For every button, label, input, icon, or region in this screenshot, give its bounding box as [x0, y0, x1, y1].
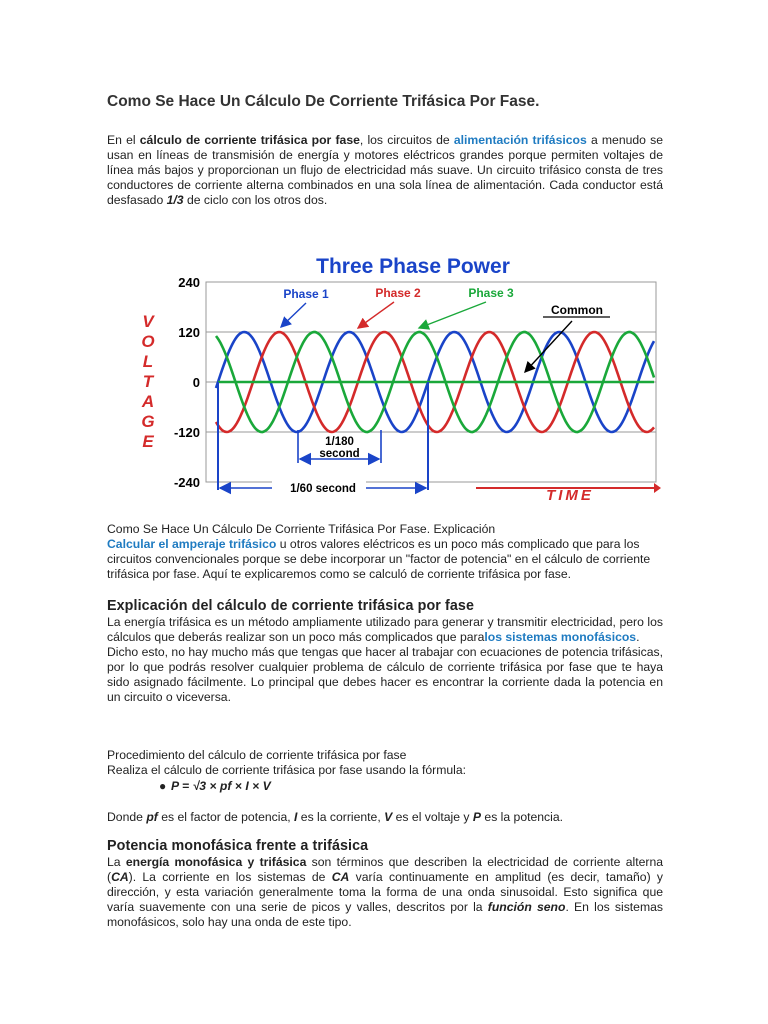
long-interval-label: 1/60 second [290, 483, 356, 495]
three-phase-chart [136, 245, 661, 507]
y-axis-label-letter: O [141, 332, 155, 351]
mono-ca: CA [111, 870, 129, 884]
def-pf: pf [146, 810, 158, 824]
intro-text: a menudo se usan en líneas de transmisión de energía y motores eléctricos grandes porque permiten voltajes de línea más bajos y proporcionan un flujo de electricidad más suave. Un circuito trifásico consta de tres conductores de corriente alterna combinados en una sola línea de alimentación. Cada conductor está desfasado [107, 133, 664, 207]
y-axis-label-letter: E [142, 432, 154, 451]
power-formula: P = √3 × pf × I × V [171, 779, 271, 793]
chart-title: Three Phase Power [316, 255, 510, 278]
y-axis-label-letter: T [142, 372, 154, 391]
explanation-heading-line: Como Se Hace Un Cálculo De Corriente Trifásica Por Fase. Explicación [107, 522, 496, 536]
mono-text: son términos que describen la electricidad de corriente alterna ( [107, 855, 664, 884]
def-i: I [294, 810, 298, 824]
series-label-arrow [281, 303, 306, 327]
def-text: es la potencia. [481, 810, 564, 824]
explanation-paragraph [107, 522, 663, 582]
short-interval-label-2: second [319, 448, 360, 460]
method-text: La energía trifásica es un método ampliamente utilizado para generar y transmitir electricidad, pero los cálculos que deberás realizar son un poco más complicados que para [107, 615, 663, 644]
short-interval-label-1: 1/180 [325, 436, 354, 448]
mono-text: La [107, 855, 126, 869]
mono-text: ). La corriente en los sistemas de [128, 870, 332, 884]
intro-bold: cálculo de corriente trifásica por fase [139, 133, 360, 147]
intro-text: de ciclo con los otros dos. [183, 193, 328, 207]
y-axis-label-letter: G [141, 412, 155, 431]
chart-svg [136, 245, 661, 507]
chart-series-group [216, 332, 654, 432]
series-label-3: Phase 3 [468, 286, 514, 300]
y-tick-label: -240 [173, 475, 200, 490]
procedure-line-1: Procedimiento del cálculo de corriente trifásica por fase [107, 748, 407, 762]
y-tick-label: 0 [192, 375, 200, 390]
link-calcular-amperaje[interactable]: Calcular el amperaje trifásico [107, 537, 277, 551]
mono-text: . En los sistemas monofásicos, solo hay una onda de este tipo. [107, 900, 663, 929]
method-period: . [636, 630, 640, 644]
link-alimentacion-trifasicos[interactable]: alimentación trifásicos [453, 133, 587, 147]
mono-bold: energía monofásica y trifásica [125, 855, 307, 869]
formula-definition [107, 810, 663, 825]
chart-labels-group [141, 275, 661, 504]
procedure-line-2: Realiza el cálculo de corriente trifásica por fase usando la fórmula: [107, 763, 467, 777]
x-axis-label: TIME [546, 487, 594, 504]
mono-vs-tri-paragraph [107, 855, 663, 930]
section-heading-explicacion: Explicación del cálculo de corriente trifásica por fase [107, 598, 475, 614]
def-text: es el voltaje y [392, 810, 473, 824]
explanation-text: u otros valores eléctricos es un poco más complicado que para los circuitos convencionales porque se debe incorporar un "factor de potencia" en el cálculo de corriente trifásica por fase. Aquí te explicaremos como se calculó de corriente trifásica por fase. [107, 537, 651, 581]
def-v: V [384, 810, 393, 824]
y-tick-label: 240 [178, 275, 200, 290]
y-axis-label-letter: A [141, 392, 155, 411]
page-title: Como Se Hace Un Cálculo De Corriente Trifásica Por Fase. [107, 93, 540, 110]
bullet-icon: ● [159, 779, 167, 793]
mono-text: varía continuamente en amplitud (es decir, tamaño) y dirección, y esta variación generalmente toma la forma de una onda sinusoidal. Esto significa que varía suavemente con una serie de picos y valles, descritos por la [107, 870, 663, 914]
series-label-arrow [358, 302, 394, 328]
mono-funcion-seno: función seno [487, 900, 566, 914]
mono-ca: CA [331, 870, 350, 884]
link-sistemas-monofasicos[interactable]: los sistemas monofásicos [484, 630, 637, 644]
intro-fraction: 1/3 [166, 193, 184, 207]
def-text: es el factor de potencia, [157, 810, 295, 824]
def-text: es la corriente, [297, 810, 385, 824]
common-arrow [525, 321, 572, 372]
intro-text: , los circuitos de [359, 133, 454, 147]
intro-paragraph [107, 133, 663, 208]
def-p: P [472, 810, 482, 824]
series-label-1: Phase 1 [283, 287, 329, 301]
def-text: Donde [107, 810, 147, 824]
y-axis-label-letter: L [142, 352, 154, 371]
time-arrow-head [654, 483, 661, 493]
y-tick-label: -120 [173, 425, 200, 440]
method-text-2: Dicho esto, no hay mucho más que tengas que hacer al trabajar con ecuaciones de potencia trifásicas, por lo que podrás resolver cualquier problema de cálculo de corriente trifásica por fase que te haya sido asignado fácilmente. Lo principal que debes hacer es encontrar la corriente dada la potencia en un circuito o viceversa. [107, 645, 663, 704]
series-label-arrow [419, 302, 486, 328]
y-axis-label-letter: V [142, 312, 154, 331]
procedure-paragraph [107, 748, 663, 778]
y-tick-label: 120 [178, 325, 200, 340]
series-label-2: Phase 2 [375, 286, 421, 300]
intro-text: En el [107, 133, 140, 147]
method-paragraph [107, 615, 663, 705]
section-heading-monofasica: Potencia monofásica frente a trifásica [107, 838, 369, 854]
common-label: Common [551, 303, 603, 317]
